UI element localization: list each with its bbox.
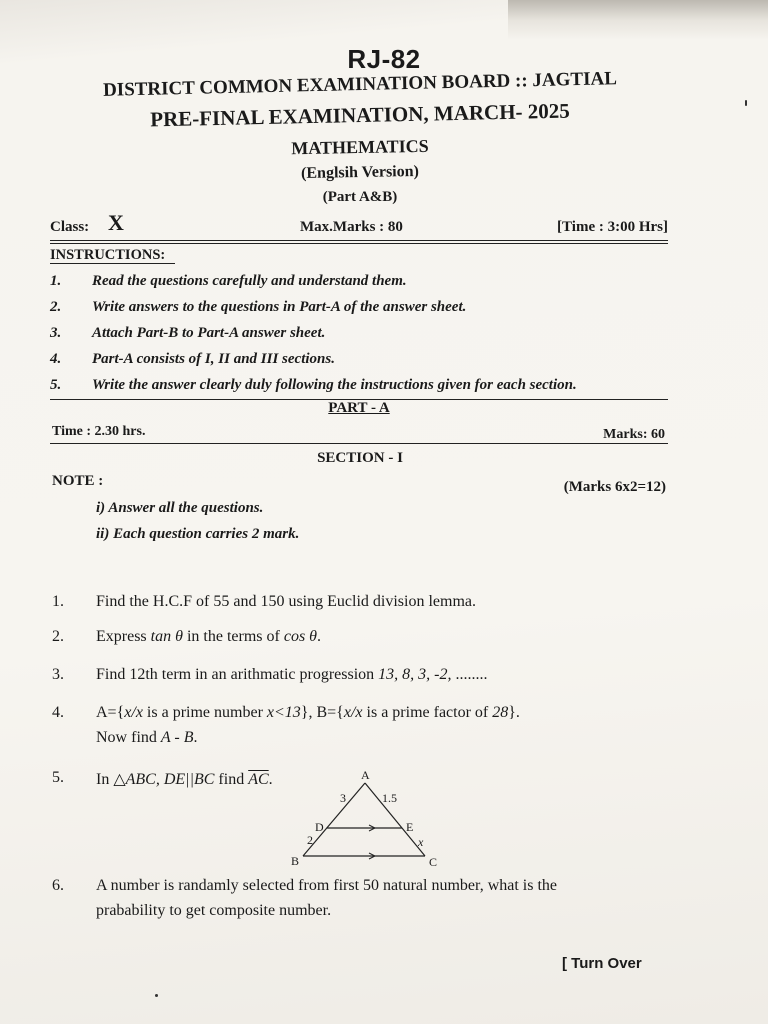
class-value: X	[108, 210, 124, 235]
max-marks: Max.Marks : 80	[300, 219, 403, 235]
math-expression: 13, 8, 3, -2,	[378, 666, 452, 683]
vertex-label: B	[291, 854, 300, 868]
text-segment: .	[317, 628, 322, 645]
note-item: i) Answer all the questions.	[96, 500, 264, 516]
version-label: (Englsih Version)	[300, 162, 420, 183]
instruction-number: 5.	[50, 377, 62, 393]
instruction-item	[50, 375, 670, 401]
parts-label: (Part A&B)	[322, 189, 398, 205]
math-expression: x/x	[124, 704, 143, 721]
ink-speck	[155, 994, 158, 997]
vertex-label: C	[429, 855, 438, 869]
triangle-figure	[285, 768, 455, 873]
heading-underline	[50, 263, 175, 264]
math-expression: x<13	[266, 704, 301, 721]
length-label: x	[418, 835, 424, 849]
question-number: 5.	[52, 769, 64, 786]
instruction-text: Read the questions carefully and understand them.	[92, 273, 407, 289]
question-1	[52, 593, 692, 617]
instruction-number: 4.	[50, 351, 62, 367]
question-number: 2.	[52, 628, 64, 645]
vertex-label: A	[361, 768, 370, 782]
board-title: DISTRICT COMMON EXAMINATION BOARD :: JAGTIAL	[102, 68, 618, 101]
page-shadow	[508, 0, 768, 40]
subject-title: MATHEMATICS	[291, 135, 429, 159]
text-segment: ........	[451, 666, 488, 683]
math-expression: cos θ	[283, 628, 318, 645]
text-segment: in the terms of	[182, 628, 284, 645]
text-segment: Find 12th term in an arithmatic progression	[96, 666, 379, 683]
section-marks: (Marks 6x2=12)	[563, 479, 666, 495]
text-segment: Now find	[96, 729, 161, 746]
text-segment: A={	[96, 704, 125, 721]
text-segment: is a prime factor of	[362, 704, 493, 721]
instruction-number: 3.	[50, 325, 62, 341]
question-text: A number is randamly selected from first 50 natural number, what is the	[96, 877, 558, 894]
question-text	[96, 769, 273, 789]
question-text: Find the H.C.F of 55 and 150 using Euclid division lemma.	[96, 593, 476, 610]
length-label: 3	[340, 791, 346, 805]
vertex-label: D	[315, 820, 324, 834]
paper-code: RJ-82	[347, 44, 421, 74]
question-text	[96, 666, 488, 684]
question-text	[96, 704, 520, 722]
question-4	[52, 704, 692, 754]
instruction-item	[50, 323, 670, 349]
instruction-text: Part-A consists of I, II and III sections.	[92, 351, 335, 367]
instructions-list	[50, 271, 670, 401]
question-text-line-2: prabability to get composite number.	[96, 902, 332, 919]
note-item: ii) Each question carries 2 mark.	[96, 526, 300, 542]
divider-line	[50, 243, 668, 244]
math-expression: A - B	[160, 729, 194, 746]
math-expression: $\overline{AC}$	[248, 771, 269, 788]
exam-title: PRE-FINAL EXAMINATION, MARCH- 2025	[149, 98, 570, 132]
text-segment: is a prime number	[142, 704, 267, 721]
instructions-heading: INSTRUCTIONS:	[50, 247, 166, 263]
instruction-item	[50, 349, 670, 375]
text-segment: .	[193, 729, 198, 746]
text-segment: Express	[96, 628, 151, 645]
vertex-label: E	[406, 820, 414, 834]
instruction-item	[50, 271, 670, 297]
text-segment: .	[268, 771, 273, 788]
note-label: NOTE :	[52, 473, 104, 489]
instruction-number: 1.	[50, 273, 62, 289]
instruction-text: Write the answer clearly duly following the instructions given for each section.	[92, 377, 577, 393]
part-a-marks: Marks: 60	[603, 427, 665, 442]
text-segment: }, B={	[300, 704, 344, 721]
instruction-item	[50, 297, 670, 323]
math-expression: tan θ	[150, 628, 183, 645]
question-6	[52, 877, 692, 927]
length-label: 1.5	[382, 791, 397, 805]
length-label: 2	[307, 833, 313, 847]
instruction-text: Attach Part-B to Part-A answer sheet.	[92, 325, 326, 341]
total-time: [Time : 3:00 Hrs]	[557, 219, 668, 235]
question-number: 3.	[52, 666, 64, 683]
question-number: 1.	[52, 593, 64, 610]
instruction-number: 2.	[50, 299, 62, 315]
question-text-line-2	[96, 729, 197, 747]
turn-over-label: [ Turn Over	[562, 955, 642, 972]
math-expression: △ABC, DE||BC	[113, 771, 215, 788]
text-segment: find	[214, 771, 249, 788]
text-segment: In	[96, 771, 114, 788]
part-a-title: PART - A	[328, 400, 390, 416]
math-expression: x/x	[343, 704, 363, 721]
question-number: 4.	[52, 704, 64, 721]
question-number: 6.	[52, 877, 64, 894]
class-info-row	[50, 212, 668, 238]
divider-line	[50, 443, 668, 444]
class-label: Class:	[50, 219, 90, 235]
part-a-time: Time : 2.30 hrs.	[52, 424, 146, 439]
instruction-text: Write answers to the questions in Part-A of the answer sheet.	[92, 299, 467, 315]
question-3	[52, 666, 692, 690]
divider-line	[50, 240, 668, 241]
ink-speck	[745, 100, 747, 106]
question-2	[52, 628, 692, 652]
question-text	[96, 628, 321, 646]
text-segment: }.	[508, 704, 520, 721]
section-title: SECTION - I	[317, 450, 403, 466]
math-expression: 28	[492, 704, 509, 721]
